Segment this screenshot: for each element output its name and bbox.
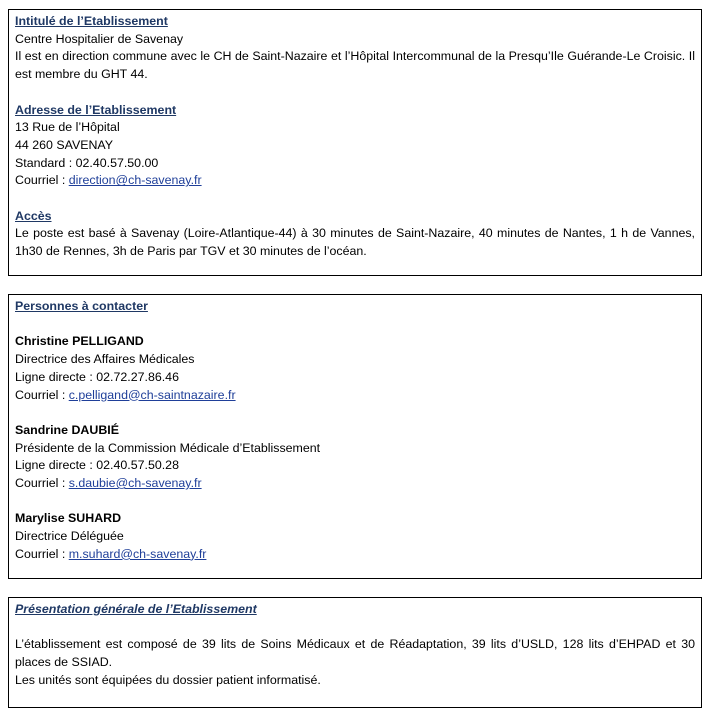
presentation-text: L’établissement est composé de 39 lits de Soins Médicaux et de Réadaptation, 39 lits d’USLD, 128 lits d’EHPAD et 30 places de SSIAD. [15,637,695,670]
address-heading: Adresse de l’Etablissement [15,102,177,117]
contact-email-link[interactable]: s.daubie@ch-savenay.fr [68,476,202,490]
address-street: 13 Rue de l’Hôpital [15,120,120,135]
contact-role: Directrice des Affaires Médicales [15,352,195,367]
contact-phone: Ligne directe : 02.40.57.50.28 [15,458,179,473]
contact-card [15,510,695,563]
contact-name: Marylise SUHARD [15,511,122,526]
contacts-box [8,294,702,579]
contact-card [15,333,695,404]
contact-name: Sandrine DAUBIÉ [15,422,119,437]
contact-email-row: Courriel : s.daubie@ch-savenay.fr [15,476,202,490]
presentation-heading: Présentation générale de l’Etablissement [15,602,257,616]
establishment-name-heading: Intitulé de l’Etablissement [15,14,168,28]
address-city: 44 260 SAVENAY [15,137,114,152]
access-heading: Accès [15,208,52,223]
address-email-row [15,172,695,190]
establishment-description: Il est en direction commune avec le CH de Saint-Nazaire et l’Hôpital Intercommunal de la Presqu’Ile Guérande-Le Croisic. Il est membre du GHT 44. [15,49,695,82]
establishment-name: Centre Hospitalier de Savenay [15,31,184,46]
establishment-email-link[interactable]: direction@ch-savenay.fr [68,173,202,188]
presentation-text-2: Les unités sont équipées du dossier patient informatisé. [15,672,321,687]
contact-email-row: Courriel : c.pelligand@ch-saintnazaire.fr [15,387,236,402]
contact-role: Directrice Déléguée [15,529,124,544]
contact-phone: Ligne directe : 02.72.27.86.46 [15,369,179,384]
contact-email-row: Courriel : m.suhard@ch-savenay.fr [15,546,207,561]
contact-card [15,422,695,493]
email-label: Courriel : [15,173,69,188]
contact-role: Présidente de la Commission Médicale d’Etablissement [15,440,321,455]
establishment-info-box [8,9,702,276]
access-text: Le poste est basé à Savenay (Loire-Atlantique-44) à 30 minutes de Saint-Nazaire, 40 minutes de Nantes, 1 h de Vannes, 1h30 de Rennes, 3h de Paris par TGV et 30 minutes de l’océan. [15,226,695,259]
contact-email-link[interactable]: c.pelligand@ch-saintnazaire.fr [68,387,236,402]
contact-email-link[interactable]: m.suhard@ch-savenay.fr [68,546,207,561]
presentation-box [8,597,702,708]
contacts-heading: Personnes à contacter [15,299,148,313]
contact-name: Christine PELLIGAND [15,334,144,349]
address-phone: Standard : 02.40.57.50.00 [15,155,159,170]
